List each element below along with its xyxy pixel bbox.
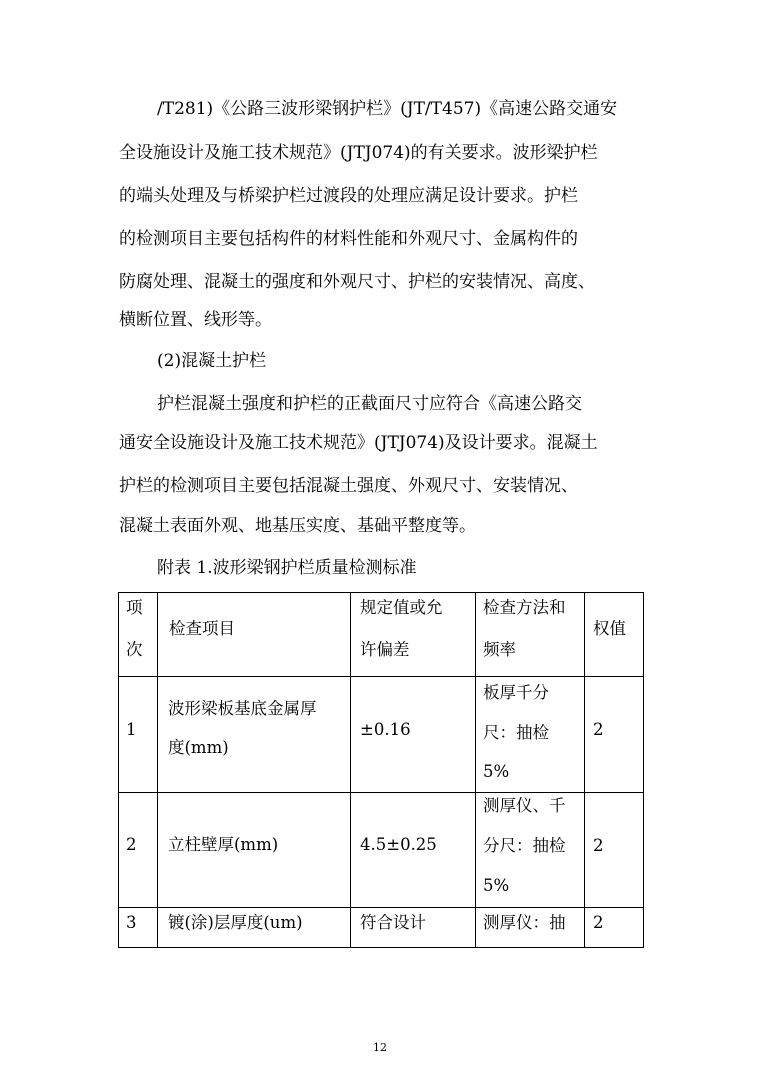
- paragraph-line: /T281)《公路三波形梁钢护栏》(JT/T457)《高速公路交通安: [157, 99, 618, 119]
- table-border: [475, 592, 476, 948]
- paragraph-line: 全设施设计及施工技术规范》(JTJ074)的有关要求。波形梁护栏: [119, 143, 598, 163]
- header-method: 频率: [483, 640, 516, 659]
- row-index: 2: [126, 835, 137, 854]
- table-caption: 附表 1.波形梁钢护栏质量检测标准: [157, 558, 417, 578]
- paragraph-line: 防腐处理、混凝土的强度和外观尺寸、护栏的安装情况、高度、: [119, 272, 595, 292]
- page-number: 12: [373, 1041, 387, 1054]
- paragraph-line: 护栏混凝土强度和护栏的正截面尺寸应符合《高速公路交: [157, 394, 582, 414]
- row-spec: 4.5±0.25: [360, 835, 437, 854]
- row-item: 镀(涂)层厚度(um): [168, 913, 303, 932]
- section-heading: (2)混凝土护栏: [157, 351, 267, 371]
- table-border: [118, 592, 119, 948]
- paragraph-line: 的端头处理及与桥梁护栏过渡段的处理应满足设计要求。护栏: [119, 186, 578, 206]
- row-method: 分尺：抽检: [483, 836, 566, 855]
- paragraph-line: 的检测项目主要包括构件的材料性能和外观尺寸、金属构件的: [119, 229, 578, 249]
- row-index: 3: [126, 913, 137, 932]
- header-spec: 规定值或允: [360, 598, 443, 617]
- row-item: 立柱壁厚(mm): [168, 835, 279, 854]
- row-weight: 2: [593, 836, 604, 855]
- header-method: 检查方法和: [483, 598, 566, 617]
- table-border: [643, 592, 644, 948]
- row-method: 5%: [483, 762, 510, 781]
- header-weight: 权值: [593, 619, 626, 638]
- row-item: 波形梁板基底金属厚: [168, 699, 317, 718]
- row-weight: 2: [593, 720, 604, 739]
- table-border: [584, 592, 585, 948]
- paragraph-line: 混凝土表面外观、地基压实度、基础平整度等。: [119, 516, 476, 536]
- table-border: [350, 592, 351, 948]
- paragraph-line: 通安全设施设计及施工技术规范》(JTJ074)及设计要求。混凝土: [119, 433, 598, 453]
- header-spec: 许偏差: [360, 640, 410, 659]
- table-border: [118, 947, 644, 948]
- header-index: 次: [126, 640, 143, 659]
- row-method: 测厚仪：抽: [483, 913, 566, 932]
- header-item: 检查项目: [169, 619, 235, 638]
- paragraph-line: 护栏的检测项目主要包括混凝土强度、外观尺寸、安装情况、: [119, 476, 578, 496]
- row-spec: ±0.16: [360, 720, 411, 739]
- row-weight: 2: [593, 913, 604, 932]
- row-index: 1: [126, 720, 137, 739]
- paragraph-line: 横断位置、线形等。: [119, 310, 272, 330]
- row-method: 测厚仪、千: [483, 796, 566, 815]
- row-spec: 符合设计: [360, 913, 426, 932]
- table-border: [118, 676, 644, 677]
- table-border: [157, 592, 158, 948]
- row-method: 尺：抽检: [483, 723, 549, 742]
- row-method: 板厚千分: [483, 683, 549, 702]
- row-item: 度(mm): [168, 738, 229, 757]
- row-method: 5%: [483, 876, 510, 895]
- header-index: 项: [126, 598, 143, 617]
